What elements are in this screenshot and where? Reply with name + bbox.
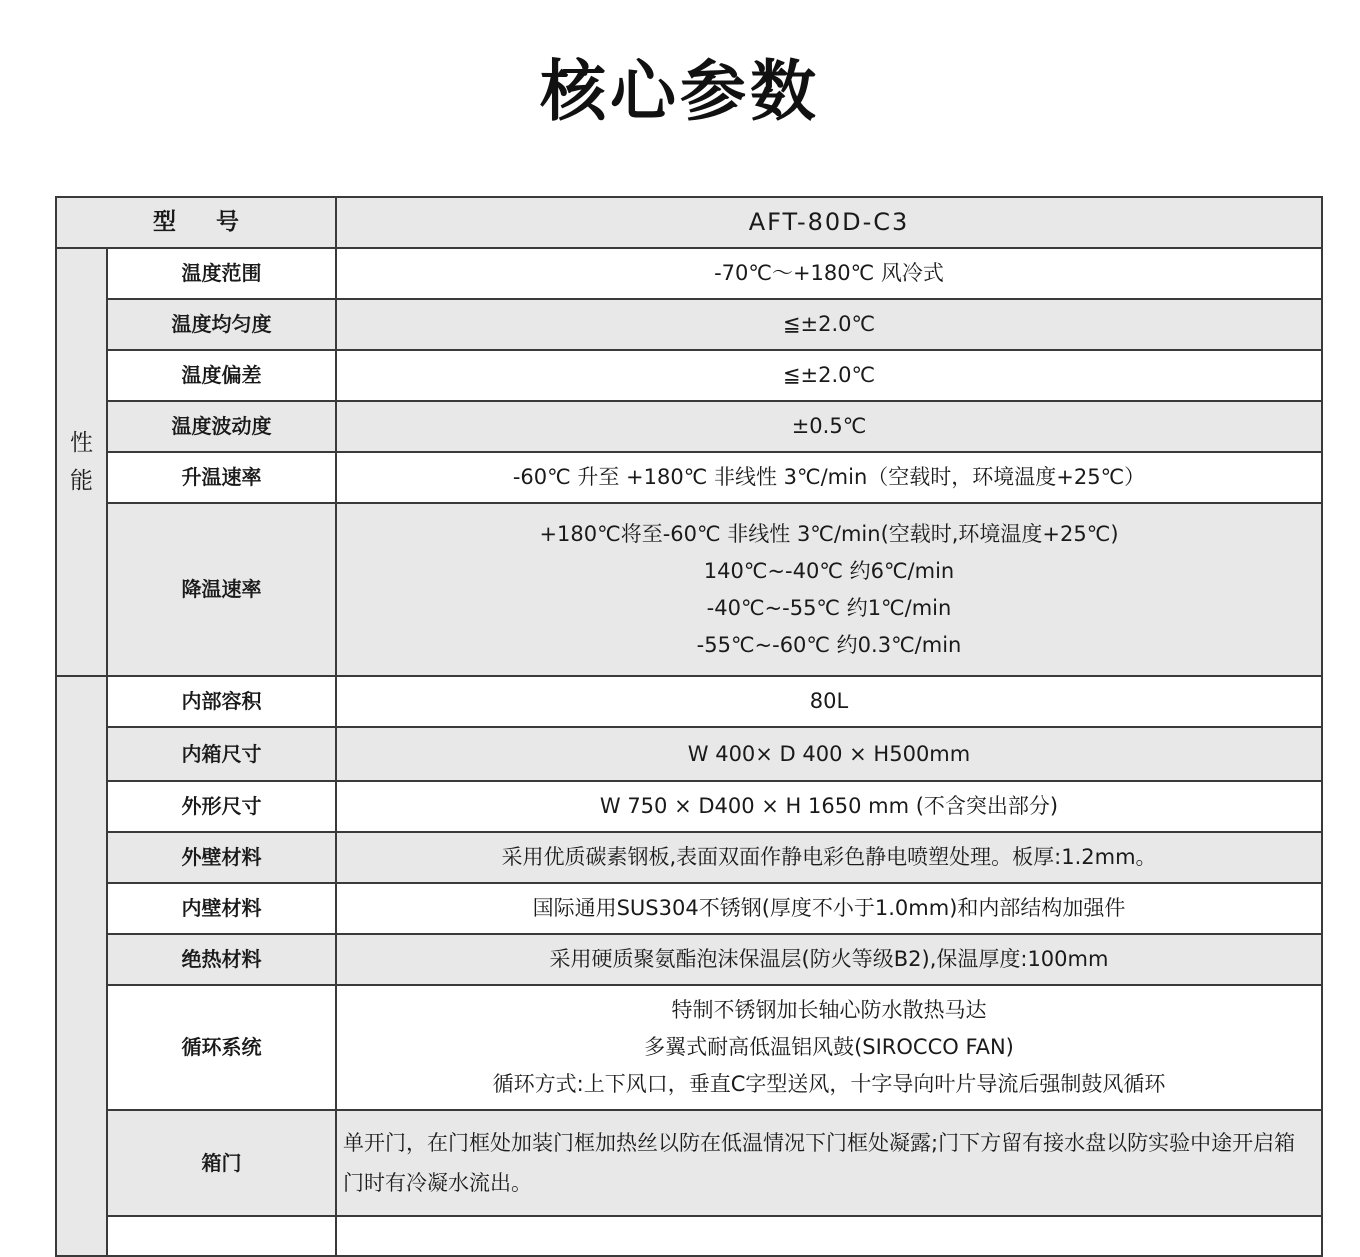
value-line: 140℃~-40℃ 约6℃/min (703, 558, 955, 583)
value-line: 循环方式:上下风口，垂直C字型送风，十字导向叶片导流后强制鼓风循环 (492, 1072, 1166, 1096)
spec-table (55, 196, 1323, 1257)
model-value: AFT-80D-C3 (336, 197, 1322, 248)
table-row (56, 1110, 1322, 1216)
row-value: -70℃～+180℃ 风冷式 (336, 248, 1322, 299)
row-label: 温度偏差 (107, 350, 336, 401)
row-label: 箱门 (107, 1110, 336, 1216)
table-row (56, 248, 1322, 299)
row-value: -60℃ 升至 +180℃ 非线性 3℃/min（空载时，环境温度+25℃） (336, 452, 1322, 503)
table-row (56, 883, 1322, 934)
table-row (56, 452, 1322, 503)
row-label: 内箱尺寸 (107, 727, 336, 781)
row-value: ≦±2.0℃ (336, 350, 1322, 401)
table-row (56, 503, 1322, 676)
table-row (56, 934, 1322, 985)
page-title: 核心参数 (540, 53, 820, 130)
row-value: 采用硬质聚氨酯泡沫保温层(防火等级B2),保温厚度:100mm (336, 934, 1322, 985)
row-label: 温度波动度 (107, 401, 336, 452)
value-line: -55℃~-60℃ 约0.3℃/min (696, 632, 962, 657)
row-value: W 400× D 400 × H500mm (336, 727, 1322, 781)
row-value-multiline (336, 985, 1322, 1110)
row-value: 国际通用SUS304不锈钢(厚度不小于1.0mm)和内部结构加强件 (336, 883, 1322, 934)
row-label: 循环系统 (107, 985, 336, 1110)
row-value: 采用优质碳素钢板,表面双面作静电彩色静电喷塑处理。板厚:1.2mm。 (336, 832, 1322, 883)
model-label: 型 号 (56, 197, 336, 248)
table-row (56, 676, 1322, 727)
row-value: ≦±2.0℃ (336, 299, 1322, 350)
table-header-row (56, 197, 1322, 248)
value-line: -40℃~-55℃ 约1℃/min (706, 595, 952, 620)
row-label: 温度均匀度 (107, 299, 336, 350)
row-value-multiline (336, 503, 1322, 676)
value-line: 多翼式耐高低温铝风鼓(SIROCCO FAN) (644, 1035, 1014, 1059)
row-label: 降温速率 (107, 503, 336, 676)
category-structure (56, 676, 107, 1256)
table-row (56, 985, 1322, 1110)
row-label: 内部容积 (107, 676, 336, 727)
row-label: 外壁材料 (107, 832, 336, 883)
row-label: 内壁材料 (107, 883, 336, 934)
row-label (107, 1216, 336, 1256)
row-label: 外形尺寸 (107, 781, 336, 832)
row-value: ±0.5℃ (336, 401, 1322, 452)
table-row (56, 1216, 1322, 1256)
row-value: 单开门，在门框处加装门框加热丝以防在低温情况下门框处凝露;门下方留有接水盘以防实验中途开启箱门时有冷凝水流出。 (336, 1110, 1322, 1216)
table-row (56, 781, 1322, 832)
row-label: 升温速率 (107, 452, 336, 503)
table-row (56, 299, 1322, 350)
value-line: 特制不锈钢加长轴心防水散热马达 (671, 998, 987, 1022)
table-row (56, 832, 1322, 883)
row-label: 温度范围 (107, 248, 336, 299)
table-row (56, 727, 1322, 781)
table-row (56, 350, 1322, 401)
category-performance: 性能 (56, 248, 107, 676)
value-line: +180℃将至-60℃ 非线性 3℃/min(空载时,环境温度+25℃) (539, 521, 1119, 546)
row-value: W 750 × D400 × H 1650 mm (不含突出部分) (336, 781, 1322, 832)
row-label: 绝热材料 (107, 934, 336, 985)
row-value: 80L (336, 676, 1322, 727)
row-value (336, 1216, 1322, 1256)
table-row (56, 401, 1322, 452)
